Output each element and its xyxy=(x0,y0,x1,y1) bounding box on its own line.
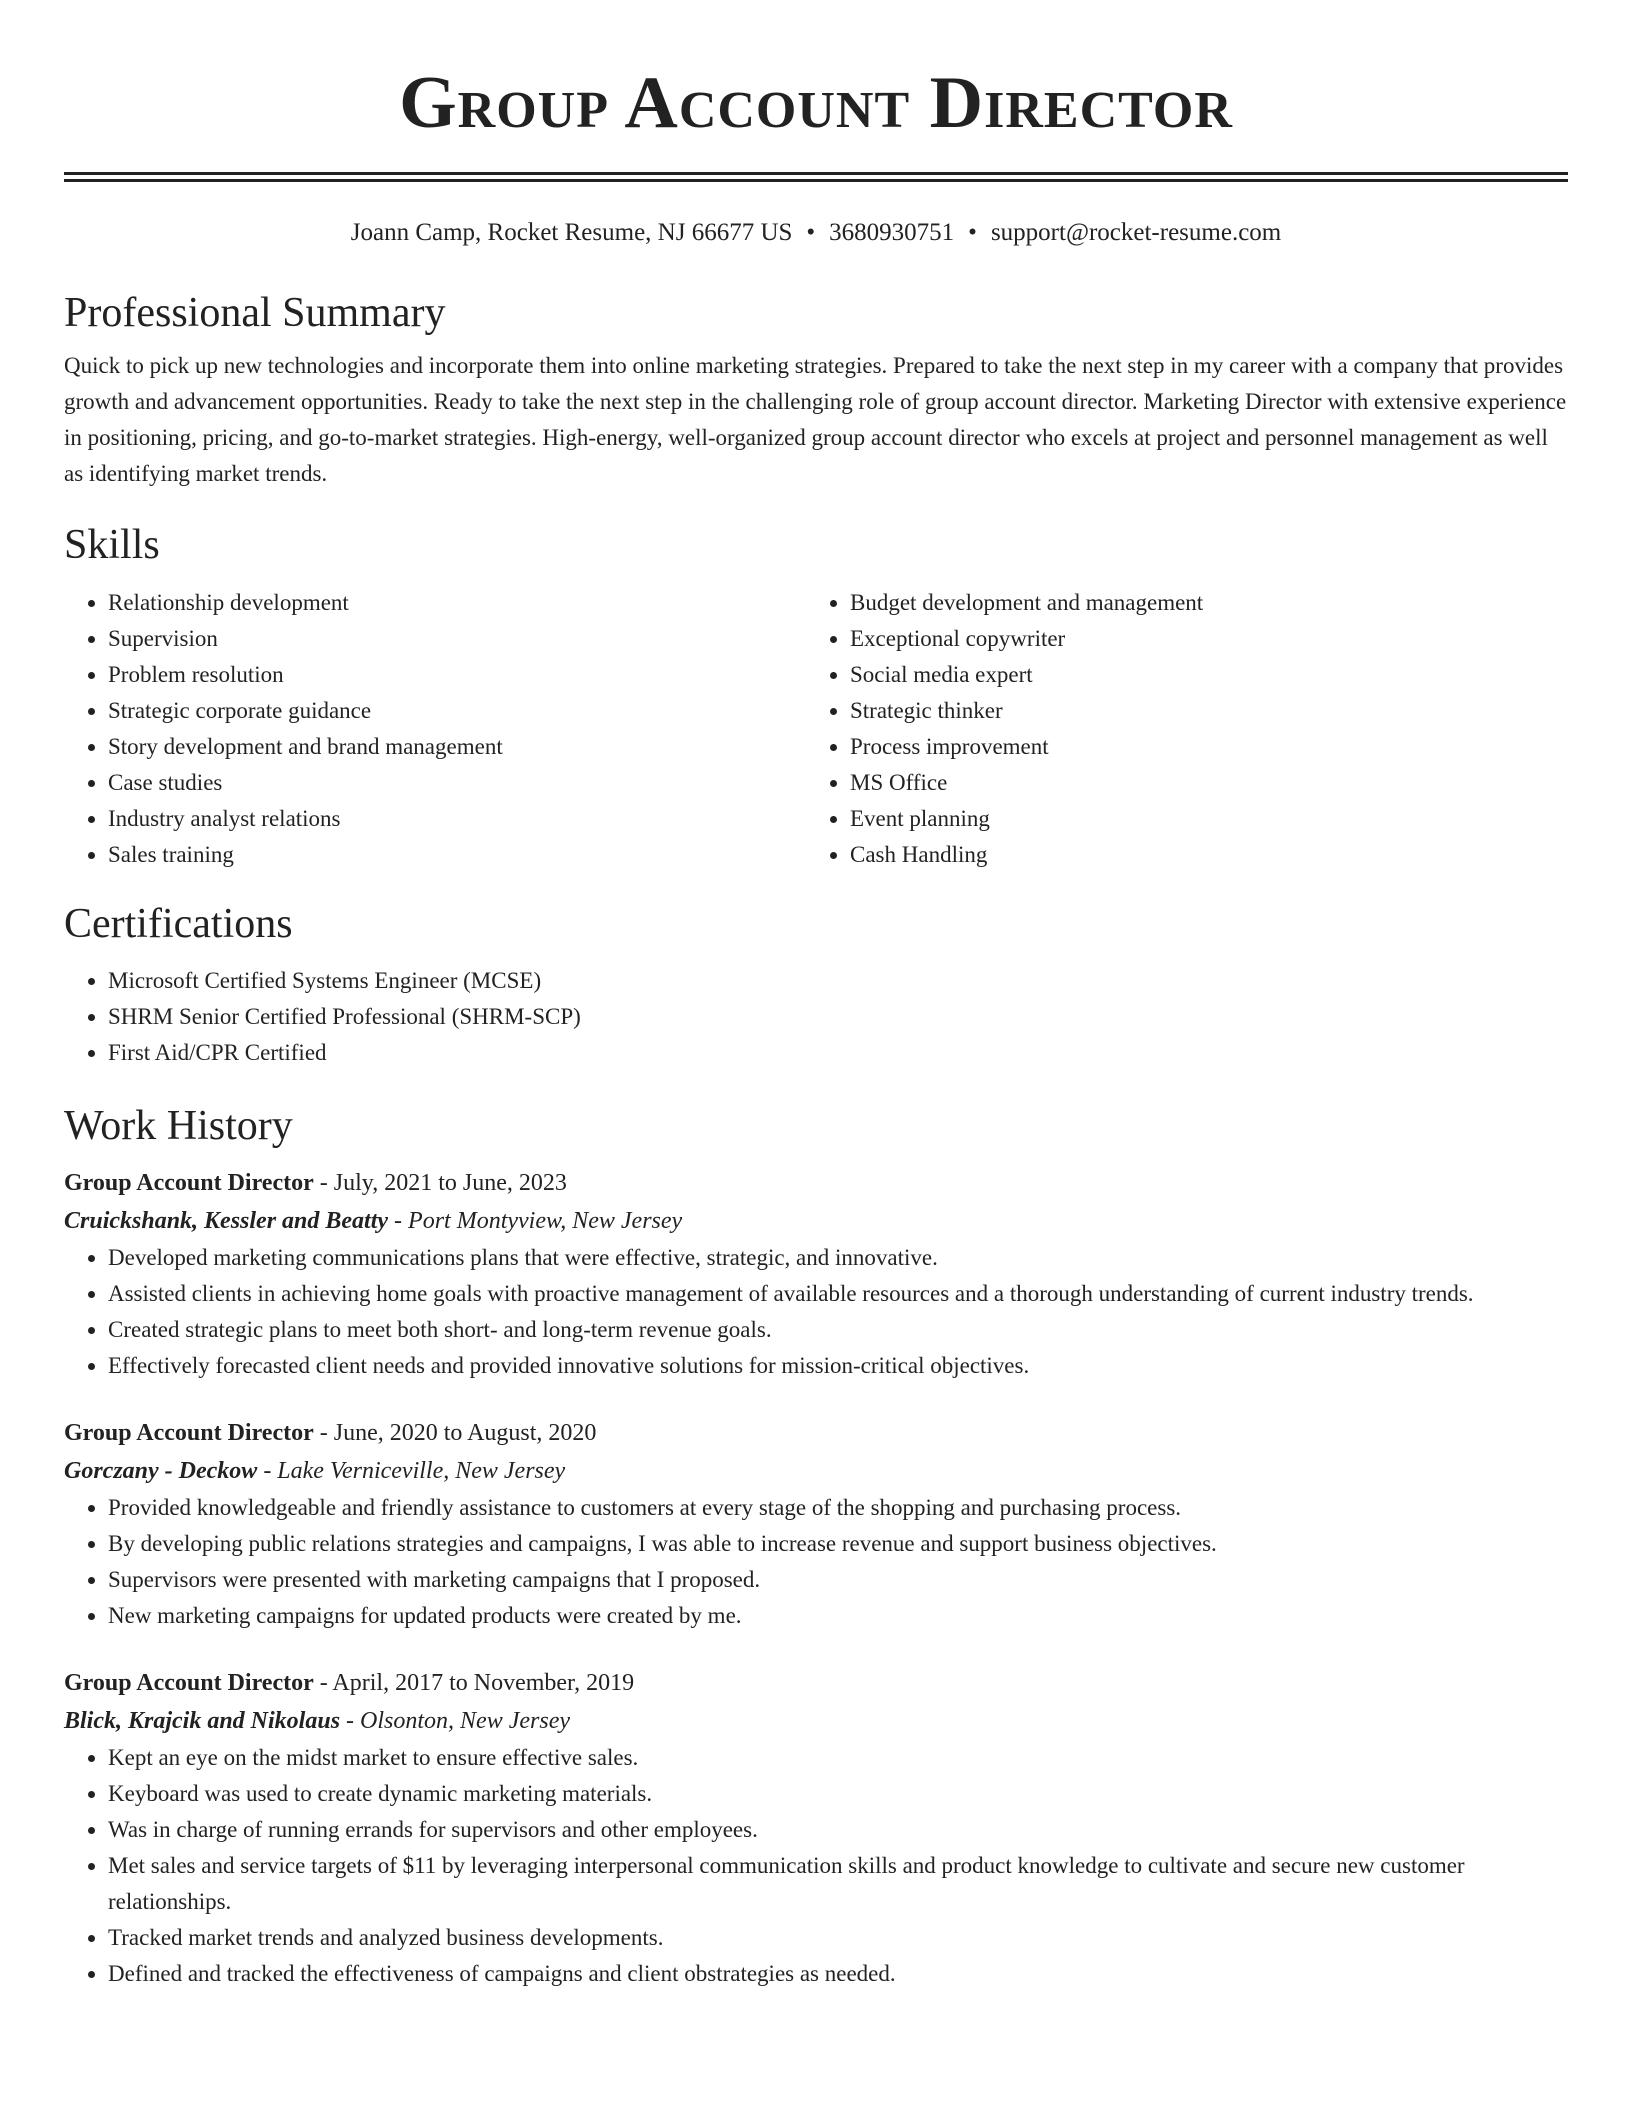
summary-text: Quick to pick up new technologies and incorporate them into online marketing strategies. Prepared to take the next step in my career with a company that provides growth and advancement opportunities. Ready to take the next step in the challenging role of group account director. Marketing Director with extensive experience in positioning, pricing, and go-to-market strategies. High-energy, well-organized group account director who excels at project and personnel management as well as identifying market trends. xyxy=(64,353,1567,487)
certification-item: • First Aid/CPR Certified xyxy=(108,1035,1568,1071)
skill-item: • MS Office xyxy=(850,765,1548,801)
skill-item: • Event planning xyxy=(850,801,1548,837)
job-bullet: • Developed marketing communications plans that were effective, strategic, and innovative. xyxy=(108,1240,1568,1276)
job-company: Cruickshank, Kessler and Beatty xyxy=(64,1207,389,1234)
skill-item: • Story development and brand management xyxy=(108,729,806,765)
skill-item: • Case studies xyxy=(108,765,806,801)
work-history-heading: Work History xyxy=(64,1103,293,1150)
skill-item: • Process improvement xyxy=(850,729,1548,765)
job-bullet: • Effectively forecasted client needs and provided innovative solutions for mission-critical objectives. xyxy=(108,1348,1568,1384)
job-company-line xyxy=(64,1452,1568,1490)
job-bullet: • Defined and tracked the effectiveness of campaigns and client obstrategies as needed. xyxy=(108,1956,1568,1992)
skills-list-left xyxy=(64,585,806,873)
skills-columns xyxy=(64,585,1568,873)
certifications-heading: Certifications xyxy=(64,900,293,947)
skills-heading: Skills xyxy=(64,522,160,569)
job-company: Gorczany - Deckow xyxy=(64,1457,258,1484)
job-bullet: • Provided knowledgeable and friendly assistance to customers at every stage of the shopping and purchasing process. xyxy=(108,1490,1568,1526)
contact-separator: • xyxy=(968,219,977,246)
skill-item: • Budget development and management xyxy=(850,585,1548,621)
skill-item: • Cash Handling xyxy=(850,837,1548,873)
job-title: Group Account Director xyxy=(64,1169,314,1196)
job-entry xyxy=(64,1164,1568,1384)
job-entry xyxy=(64,1664,1568,1992)
skill-item: • Sales training xyxy=(108,837,806,873)
job-title: Group Account Director xyxy=(64,1669,314,1696)
job-bullets xyxy=(64,1490,1568,1634)
skill-item: • Supervision xyxy=(108,621,806,657)
job-bullet: • Keyboard was used to create dynamic marketing materials. xyxy=(108,1776,1568,1812)
job-dates: - April, 2017 to November, 2019 xyxy=(313,1669,635,1696)
job-title: Group Account Director xyxy=(64,1419,314,1446)
title-double-rule xyxy=(64,172,1568,182)
skills-list-right xyxy=(806,585,1548,873)
job-bullet: • New marketing campaigns for updated products were created by me. xyxy=(108,1598,1568,1634)
job-header xyxy=(64,1414,1568,1452)
job-dates: - July, 2021 to June, 2023 xyxy=(313,1169,567,1196)
job-location: - Olsonton, New Jersey xyxy=(340,1707,571,1734)
job-bullet: • Created strategic plans to meet both short- and long-term revenue goals. xyxy=(108,1312,1568,1348)
contact-address: Joann Camp, Rocket Resume, NJ 66677 US xyxy=(350,219,793,246)
job-bullet: • Assisted clients in achieving home goals with proactive management of available resources and a thorough understanding of current industry trends. xyxy=(108,1276,1568,1312)
job-company-line xyxy=(64,1202,1568,1240)
job-bullets xyxy=(64,1240,1568,1384)
resume-title: Group Account Director xyxy=(399,62,1233,144)
summary-heading: Professional Summary xyxy=(64,290,446,336)
job-company-line xyxy=(64,1702,1568,1740)
job-bullet: • Kept an eye on the midst market to ensure effective sales. xyxy=(108,1740,1568,1776)
skill-item: • Exceptional copywriter xyxy=(850,621,1548,657)
job-bullets xyxy=(64,1740,1568,1992)
skill-item: • Relationship development xyxy=(108,585,806,621)
job-bullet: • Met sales and service targets of $11 by leveraging interpersonal communication skills and product knowledge to cultivate and secure new customer relationships. xyxy=(108,1848,1568,1920)
job-header xyxy=(64,1164,1568,1202)
job-header xyxy=(64,1664,1568,1702)
skill-item: • Industry analyst relations xyxy=(108,801,806,837)
contact-phone: 3680930751 xyxy=(829,219,955,246)
skill-item: • Social media expert xyxy=(850,657,1548,693)
contact-line xyxy=(64,218,1568,248)
job-location: - Port Montyview, New Jersey xyxy=(388,1207,683,1234)
job-bullet: • Was in charge of running errands for supervisors and other employees. xyxy=(108,1812,1568,1848)
certification-item: • SHRM Senior Certified Professional (SHRM-SCP) xyxy=(108,999,1568,1035)
skill-item: • Problem resolution xyxy=(108,657,806,693)
job-entry xyxy=(64,1414,1568,1634)
job-dates: - June, 2020 to August, 2020 xyxy=(313,1419,597,1446)
skill-item: • Strategic corporate guidance xyxy=(108,693,806,729)
contact-separator: • xyxy=(806,219,816,246)
job-company: Blick, Krajcik and Nikolaus xyxy=(64,1707,341,1734)
certifications-list xyxy=(64,963,1568,1071)
skill-item: • Strategic thinker xyxy=(850,693,1548,729)
certification-item: • Microsoft Certified Systems Engineer (MCSE) xyxy=(108,963,1568,999)
job-bullet: • Supervisors were presented with marketing campaigns that I proposed. xyxy=(108,1562,1568,1598)
job-bullet: • Tracked market trends and analyzed business developments. xyxy=(108,1920,1568,1956)
job-location: - Lake Verniceville, New Jersey xyxy=(257,1457,566,1484)
job-bullet: • By developing public relations strategies and campaigns, I was able to increase revenue and support business objectives. xyxy=(108,1526,1568,1562)
contact-email: support@rocket-resume.com xyxy=(990,219,1282,246)
